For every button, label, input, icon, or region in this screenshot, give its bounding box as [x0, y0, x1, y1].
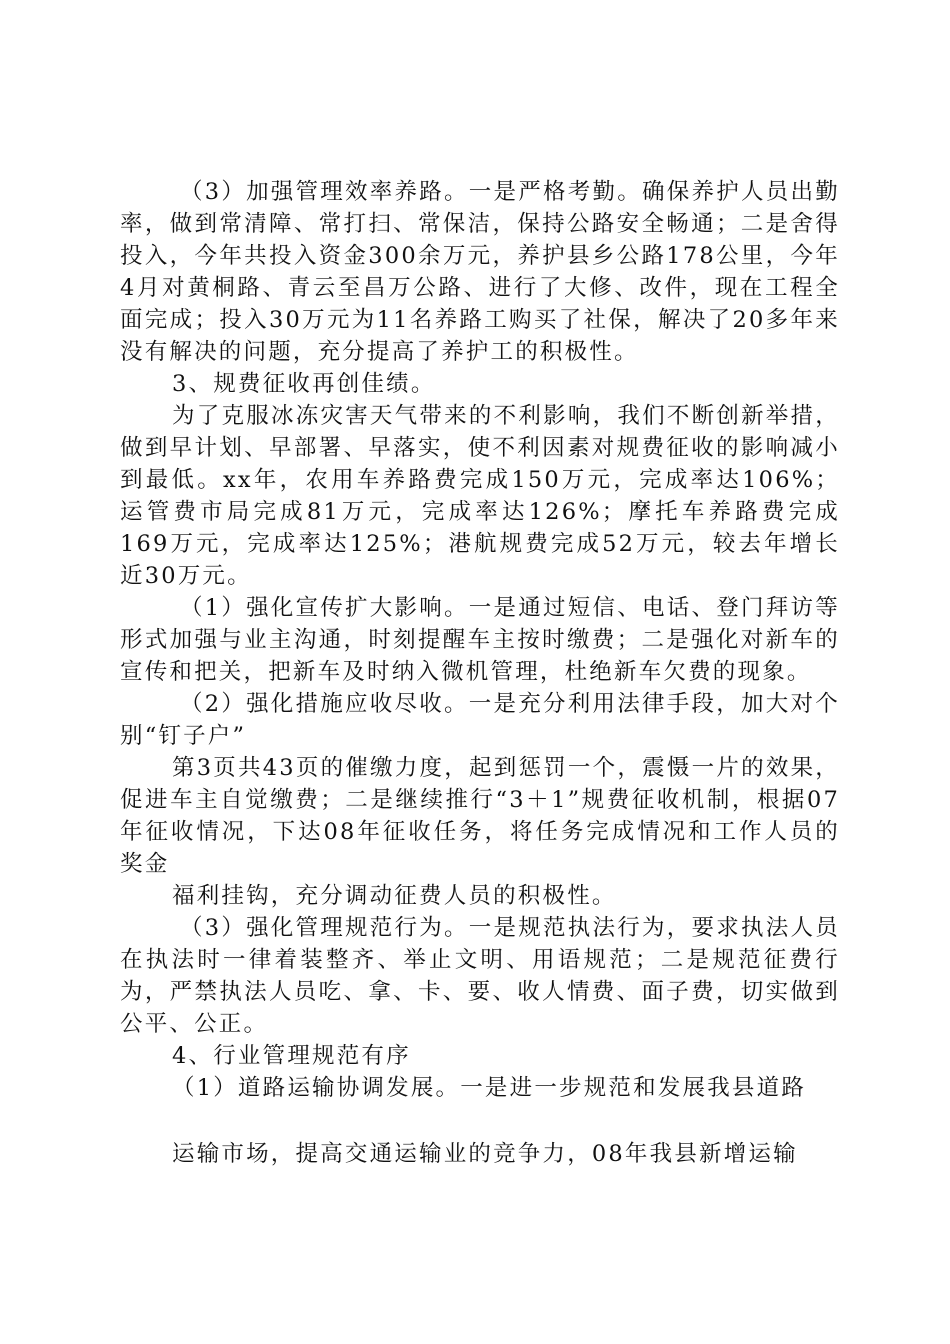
paragraph-measures: （2）强化措施应收尽收。一是充分利用法律手段，加大对个别“钉子户” — [120, 691, 840, 749]
paragraph-publicity: （1）强化宣传扩大影响。一是通过短信、电话、登门拜访等形式加强与业主沟通，时刻提醒车主按时缴费；二是强化对新车的宣传和把关，把新车及时纳入微机管理，杜绝新车欠费的现象。 — [120, 595, 840, 685]
document-page — [120, 176, 840, 1170]
paragraph-road-transport: （1）道路运输协调发展。一是进一步规范和发展我县道路 — [172, 1075, 807, 1101]
paragraph-welfare: 福利挂钩，充分调动征费人员的积极性。 — [172, 883, 617, 909]
paragraph-page-break-continuation: 第3页共43页的催缴力度，起到惩罚一个，震慑一片的效果，促进车主自觉缴费；二是继续推行“3＋1”规费征收机制，根据07年征收情况，下达08年征收任务，将任务完成情况和工作人员的奖金 — [120, 755, 840, 877]
heading-industry-management: 4、行业管理规范有序 — [172, 1043, 411, 1069]
spacer — [120, 1104, 840, 1138]
paragraph-efficiency-maintenance: （3）加强管理效率养路。一是严格考勤。确保养护人员出勤率，做到常清障、常打扫、常保洁，保持公路安全畅通；二是舍得投入，今年共投入资金300余万元，养护县乡公路178公里，今年4月对黄桐路、青云至昌万公路、进行了大修、改件，现在工程全面完成；投入30万元为11名养路工购买了社保，解决了20多年来没有解决的问题，充分提高了养护工的积极性。 — [120, 179, 840, 365]
heading-fee-collection: 3、规费征收再创佳绩。 — [172, 371, 436, 397]
paragraph-fee-results: 为了克服冰冻灾害天气带来的不利影响，我们不断创新举措，做到早计划、早部署、早落实，使不利因素对规费征收的影响减小到最低。xx年，农用车养路费完成150万元，完成率达106%；运管费市局完成81万元，完成率达126%；摩托车养路费完成169万元，完成率达125%；港航规费完成52万元，较去年增长近30万元。 — [120, 403, 840, 589]
paragraph-regulate-behavior: （3）强化管理规范行为。一是规范执法行为，要求执法人员在执法时一律着装整齐、举止文明、用语规范；二是规范征费行为，严禁执法人员吃、拿、卡、要、收人情费、面子费，切实做到公平、公正。 — [120, 915, 840, 1037]
paragraph-transport-market: 运输市场，提高交通运输业的竞争力，08年我县新增运输 — [172, 1141, 798, 1167]
